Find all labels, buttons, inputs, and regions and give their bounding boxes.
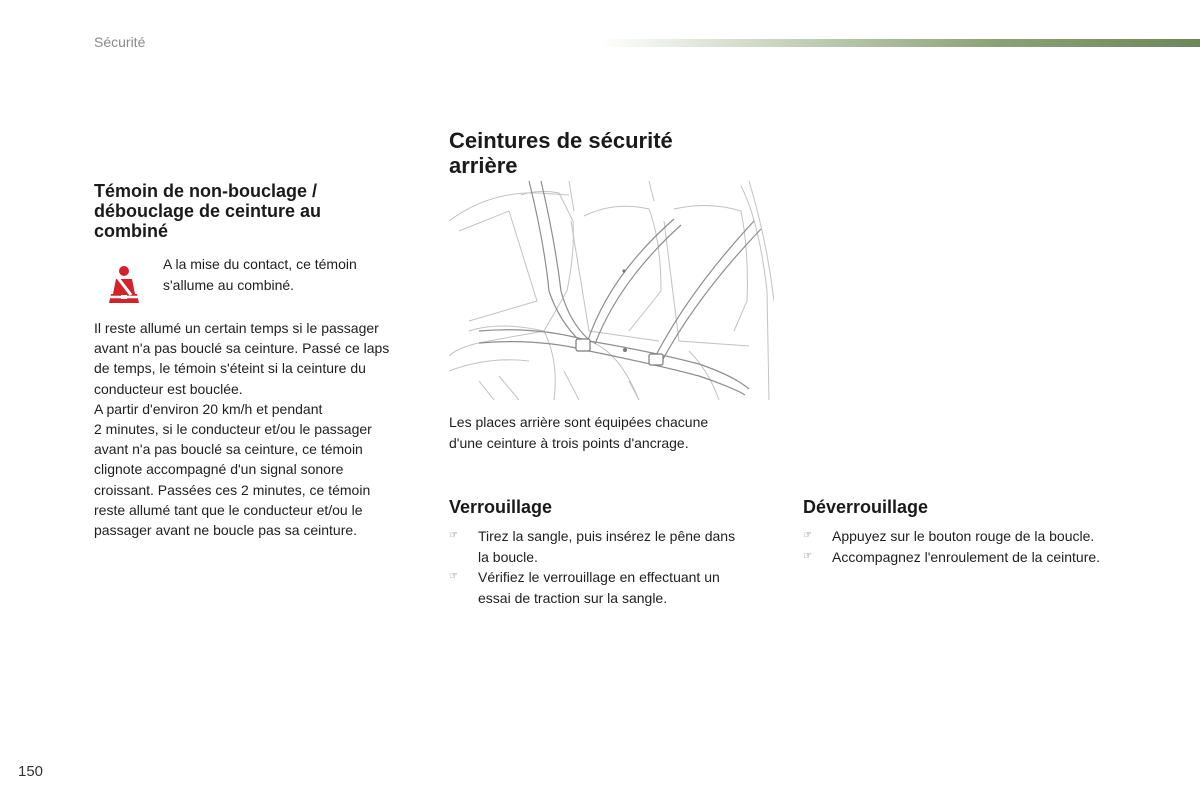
page-title: Ceintures de sécurité arrière — [449, 128, 673, 178]
page-number: 150 — [18, 763, 44, 780]
list-item: ☞ Vérifiez le verrouillage en effectuant un essai de traction sur la sangle. — [449, 569, 720, 606]
unlocking-list — [803, 526, 1143, 567]
header-bar — [600, 39, 1200, 47]
locking-list — [449, 526, 769, 608]
icon-description: A la mise du contact, ce témoin s'allume au combiné. — [163, 256, 357, 293]
warning-light-body: Il reste allumé un certain temps si le passager avant n'a pas bouclé sa ceinture. Passé ce laps de temps, le témoin s'éteint si la ceinture du conducteur est bouclée. A partir d'environ 20 km/h et pendant 2 minutes, si le conducteur et/ou le passager avant n'a pas bouclé sa ceinture, ce témoin clignote accompagné d'un signal sonore croissant. Passées ces 2 minutes, ce témoin reste allumé tant que le conducteur et/ou le passager avant ne boucle pas sa ceinture. — [94, 320, 390, 539]
unlocking-heading: Déverrouillage — [803, 497, 929, 517]
list-item: ☞ Appuyez sur le bouton rouge de la boucle. — [803, 526, 1143, 547]
pointing-hand-icon: ☞ — [803, 550, 812, 562]
pointing-hand-icon: ☞ — [803, 530, 812, 541]
pointing-hand-icon: ☞ — [449, 571, 458, 582]
warning-light-title: Témoin de non-bouclage / débouclage de ceinture au combiné — [94, 181, 322, 241]
rear-seat-belt-illustration — [449, 181, 774, 400]
list-item: ☞ Accompagnez l'enroulement de la ceinture. — [803, 547, 1143, 568]
list-item: ☞ Tirez la sangle, puis insérez le pêne dans la boucle. — [449, 528, 736, 565]
illustration-caption: Les places arrière sont équipées chacune d'une ceinture à trois points d'ancrage. — [449, 414, 709, 451]
locking-heading: Verrouillage — [449, 497, 553, 517]
pointing-hand-icon: ☞ — [449, 530, 458, 541]
seatbelt-warning-icon — [104, 264, 144, 306]
section-label: Sécurité — [94, 34, 146, 50]
